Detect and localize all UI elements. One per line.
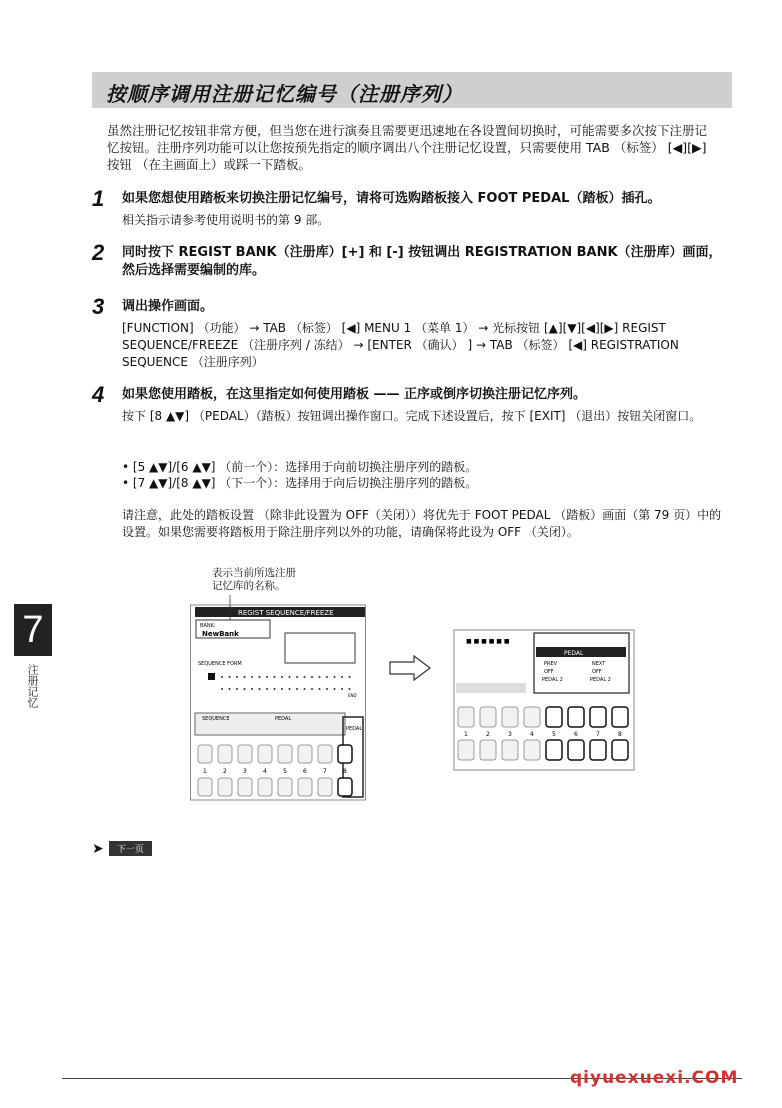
sequence-dot — [311, 688, 313, 690]
sequence-dot — [319, 688, 321, 690]
screen-illustration-1 — [190, 595, 372, 810]
panel-button[interactable] — [238, 778, 252, 796]
sequence-dot — [326, 688, 328, 690]
arrow-icon — [388, 654, 432, 682]
panel-button[interactable] — [458, 707, 474, 727]
panel-button[interactable] — [218, 745, 232, 763]
button-number: 1 — [203, 768, 207, 775]
screen1-bottom-label: PEDAL — [275, 716, 292, 722]
panel-button[interactable] — [298, 745, 312, 763]
panel-button[interactable] — [568, 740, 584, 760]
button-number: 6 — [574, 731, 578, 738]
panel-button[interactable] — [298, 778, 312, 796]
screen1-end-label: END — [348, 693, 357, 698]
next-arrow-icon: ➤ — [92, 840, 104, 857]
button-number: 3 — [508, 731, 512, 738]
popup-prev-option: PEDAL 2 — [542, 677, 563, 683]
watermark: qiyuexuexi.COM — [570, 1068, 739, 1088]
side-label: 注册记忆 — [26, 664, 39, 708]
sequence-dot — [251, 676, 253, 678]
screen1-right-label: PEDAL — [346, 726, 363, 732]
sequence-dot — [341, 676, 343, 678]
sequence-dot — [221, 676, 223, 678]
bullet-item: • [5 ▲▼]/[6 ▲▼] （前一个）：选择用于向前切换注册序列的踏板。 — [122, 460, 478, 474]
sequence-dot — [236, 688, 238, 690]
panel-button[interactable] — [458, 740, 474, 760]
step-heading: 调出操作画面。 — [122, 299, 214, 314]
button-number: 8 — [343, 768, 347, 775]
panel-button[interactable] — [278, 778, 292, 796]
sequence-dot — [244, 676, 246, 678]
panel-button[interactable] — [338, 745, 352, 763]
panel-button[interactable] — [258, 778, 272, 796]
sequence-dot — [349, 676, 351, 678]
popup-prev-value: OFF — [544, 669, 554, 675]
button-number: 4 — [530, 731, 534, 738]
step-body: 按下 [8 ▲▼] （PEDAL）（踏板）按钮调出操作窗口。完成下述设置后，按下 [EXIT] （退出）按钮关闭窗口。 — [122, 409, 702, 423]
panel-button[interactable] — [590, 740, 606, 760]
sequence-dot — [281, 688, 283, 690]
step-number: 3 — [92, 294, 105, 319]
intro-paragraph: 虽然注册记忆按钮非常方便，但当您在进行演奏且需要更迅速地在各设置间切换时，可能需要多次按下注册记忆按钮。注册序列功能可以让您按预先指定的顺序调出八个注册记忆设置，只需要使用 TAB （标签） [◀][▶] 按钮 （在主画面上）或踩一下踏板。 — [107, 123, 708, 172]
screen1-bank-label: BANK: — [200, 623, 216, 629]
svg-text:■ ■ ■ ■ ■ ■: ■ ■ ■ ■ ■ ■ — [466, 638, 510, 645]
sequence-dot — [266, 676, 268, 678]
sequence-dot — [334, 676, 336, 678]
popup-prev-label: PREV — [544, 661, 558, 667]
callout-line: 表示当前所选注册 — [212, 567, 296, 579]
panel-button[interactable] — [524, 707, 540, 727]
sequence-dot — [244, 688, 246, 690]
sequence-dot — [251, 688, 253, 690]
chapter-tab: 7 — [14, 604, 52, 656]
callout-line: 记忆库的名称。 — [212, 580, 286, 592]
sequence-dot — [334, 688, 336, 690]
button-number: 6 — [303, 768, 307, 775]
sequence-dot — [289, 688, 291, 690]
step-heading: 如果您使用踏板，在这里指定如何使用踏板 —— 正序或倒序切换注册记忆序列。 — [122, 387, 587, 402]
panel-button[interactable] — [502, 740, 518, 760]
panel-button[interactable] — [612, 740, 628, 760]
title-bar — [92, 72, 732, 108]
note-paragraph: 请注意，此处的踏板设置 （除非此设置为 OFF（关闭））将优先于 FOOT PEDAL （踏板）画面（第 79 页）中的设置。如果您需要将踏板用于除注册序列以外的功能，请确保将此设为 OFF （关闭）。 — [122, 508, 722, 539]
sequence-dot — [259, 676, 261, 678]
sequence-dot — [281, 676, 283, 678]
sequence-dot — [296, 688, 298, 690]
screen1-bottom-label: SEQUENCE — [202, 716, 230, 722]
step-number: 4 — [92, 382, 105, 407]
button-number: 7 — [596, 731, 600, 738]
page-title: 按顺序调用注册记忆编号（注册序列） — [106, 82, 463, 106]
panel-button[interactable] — [218, 778, 232, 796]
panel-button[interactable] — [238, 745, 252, 763]
next-page-indicator — [92, 838, 152, 857]
button-number: 5 — [552, 731, 556, 738]
sequence-dot — [259, 688, 261, 690]
button-number: 7 — [323, 768, 327, 775]
sequence-dot — [349, 688, 351, 690]
button-number: 8 — [618, 731, 622, 738]
sequence-dot — [221, 688, 223, 690]
sequence-dot — [341, 688, 343, 690]
step-body: 相关指示请参考使用说明书的第 9 部。 — [122, 213, 330, 227]
sequence-dot — [296, 676, 298, 678]
callout-text — [212, 567, 296, 593]
sequence-dot — [311, 676, 313, 678]
sequence-dot — [304, 688, 306, 690]
sequence-dot — [274, 688, 276, 690]
sequence-dot — [274, 676, 276, 678]
popup-next-label: NEXT — [592, 661, 606, 667]
sequence-dot — [304, 676, 306, 678]
panel-button[interactable] — [318, 778, 332, 796]
panel-button[interactable] — [278, 745, 292, 763]
next-page-label: 下一页 — [109, 841, 152, 856]
button-number: 2 — [223, 768, 227, 775]
popup-title: PEDAL — [564, 650, 584, 657]
step-number: 2 — [92, 240, 105, 265]
panel-button[interactable] — [198, 778, 212, 796]
screen-illustration-2 — [444, 625, 636, 775]
panel-button[interactable] — [502, 707, 518, 727]
panel-button[interactable] — [612, 707, 628, 727]
sequence-dot — [289, 676, 291, 678]
button-number: 1 — [464, 731, 468, 738]
popup-next-option: PEDAL 2 — [590, 677, 611, 683]
screen1-header: REGIST SEQUENCE/FREEZE — [238, 609, 334, 617]
button-number: 2 — [486, 731, 490, 738]
panel-button[interactable] — [258, 745, 272, 763]
panel-button[interactable] — [198, 745, 212, 763]
panel-button[interactable] — [338, 778, 352, 796]
step-heading: 如果您想使用踏板来切换注册记忆编号，请将可选购踏板接入 FOOT PEDAL（踏板）插孔。 — [122, 191, 661, 206]
panel-button[interactable] — [524, 740, 540, 760]
sequence-dot — [326, 676, 328, 678]
screen1-sequence-label: SEQUENCE FORM — [198, 661, 242, 667]
panel-button[interactable] — [480, 740, 496, 760]
step-body: [FUNCTION] （功能） → TAB （标签） [◀] MENU 1 （菜单 1） → 光标按钮 [▲][▼][◀][▶] REGIST SEQUENCE/FREEZE （注册序列 / 冻结） → [ENTER （确认） ] → TAB （标签） [◀] REGISTRATION SEQUENCE （注册序列） — [122, 321, 679, 369]
button-number: 4 — [263, 768, 267, 775]
panel-button[interactable] — [480, 707, 496, 727]
panel-button[interactable] — [568, 707, 584, 727]
sequence-dot — [319, 676, 321, 678]
panel-button[interactable] — [590, 707, 606, 727]
panel-button[interactable] — [546, 707, 562, 727]
panel-button[interactable] — [546, 740, 562, 760]
sequence-dot — [266, 688, 268, 690]
button-number: 5 — [283, 768, 287, 775]
button-number: 3 — [243, 768, 247, 775]
panel-button[interactable] — [318, 745, 332, 763]
sequence-dot — [229, 676, 231, 678]
step-number: 1 — [92, 186, 105, 211]
screen1-bank-name: NewBank — [202, 630, 239, 638]
bullet-item: • [7 ▲▼]/[8 ▲▼] （下一个）：选择用于向后切换注册序列的踏板。 — [122, 476, 478, 490]
popup-next-value: OFF — [592, 669, 602, 675]
sequence-dot — [236, 676, 238, 678]
sequence-dot — [229, 688, 231, 690]
step-heading: 同时按下 REGIST BANK（注册库）[+] 和 [-] 按钮调出 REGISTRATION BANK（注册库）画面，然后选择需要编制的库。 — [122, 245, 722, 278]
